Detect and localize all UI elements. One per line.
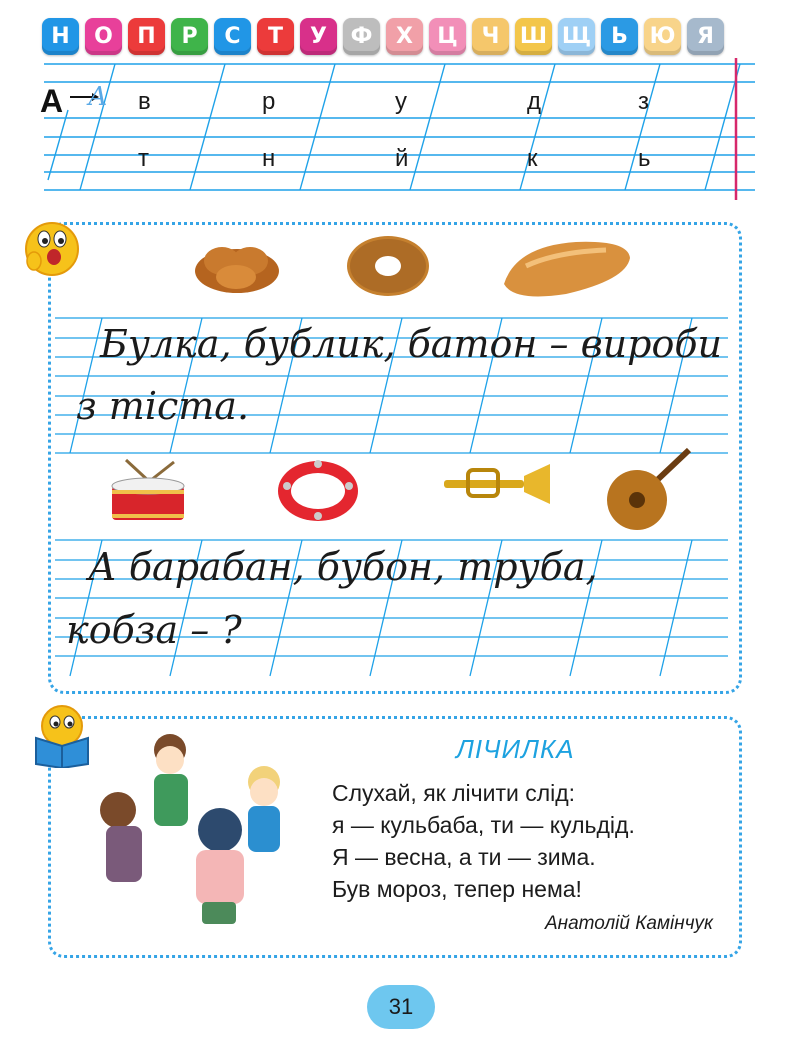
script-line: з тіста.: [76, 384, 250, 428]
alphabet-tile: Ч: [472, 18, 509, 55]
practice-letter: у: [395, 88, 407, 115]
alphabet-tile: Х: [386, 18, 423, 55]
alphabet-tile: Ш: [515, 18, 552, 55]
alphabet-tile: Ю: [644, 18, 681, 55]
poem-line: Був мороз, тепер нема!: [332, 876, 582, 902]
alphabet-tile: Ц: [429, 18, 466, 55]
practice-letter: й: [395, 145, 409, 172]
page-number: 31: [367, 985, 435, 1029]
alphabet-tile: Н: [42, 18, 79, 55]
practice-letter: з: [638, 88, 650, 115]
poem-line: Я — весна, а ти — зима.: [332, 844, 596, 870]
alphabet-tile: Т: [257, 18, 294, 55]
script-line: А барабан, бубон, труба,: [88, 545, 598, 589]
alphabet-tile: Р: [171, 18, 208, 55]
alphabet-tile: У: [300, 18, 337, 55]
script-line: Булка, бублик, батон – вироби: [100, 322, 723, 366]
script-line: кобза – ?: [66, 608, 242, 652]
script-letter-a: А: [88, 82, 108, 112]
poem-author: Анатолій Камінчук: [544, 913, 713, 934]
poem-line: Слухай, як лічити слід:: [332, 780, 576, 806]
practice-letter: р: [262, 88, 276, 115]
alphabet-tile: Ф: [343, 18, 380, 55]
practice-letter: ь: [638, 145, 651, 172]
poem-title: ЛІЧИЛКА: [456, 734, 575, 764]
children-dancing-illustration: [96, 730, 322, 942]
practice-letter: в: [138, 88, 151, 115]
alphabet-tile: Щ: [558, 18, 595, 55]
alphabet-tile: Я: [687, 18, 724, 55]
alphabet-tile: С: [214, 18, 251, 55]
reading-emoji-icon: [28, 702, 94, 768]
practice-letter: к: [527, 145, 538, 172]
big-letter-a: А: [40, 83, 64, 119]
alphabet-tile: П: [128, 18, 165, 55]
practice-letter: д: [527, 88, 542, 115]
alphabet-tile: О: [85, 18, 122, 55]
practice-letter: т: [138, 145, 149, 172]
alphabet-tile: Ь: [601, 18, 638, 55]
poem-line: я — кульбаба, ти — кульдід.: [332, 812, 635, 838]
practice-letter: н: [262, 145, 276, 172]
